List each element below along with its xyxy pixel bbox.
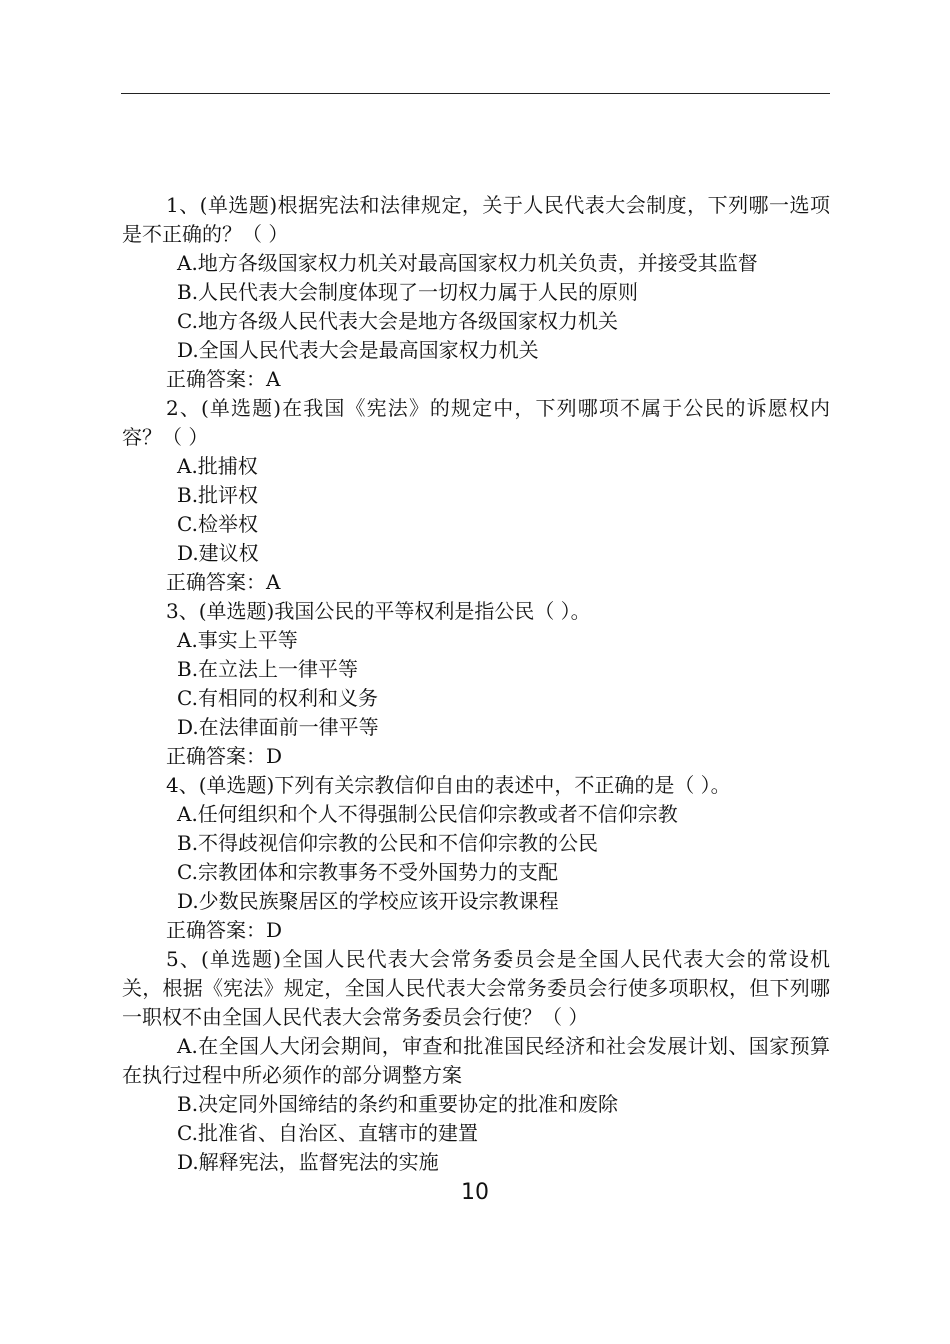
option-c: C.地方各级人民代表大会是地方各级国家权力机关: [177, 309, 618, 333]
option-a: A.在全国人大闭会期间，审查和批准国民经济和社会发展计划、国家预算在执行过程中所必须作的部分调整方案: [122, 1034, 830, 1087]
correct-answer: 正确答案：A: [166, 367, 281, 391]
option-b: B.在立法上一律平等: [177, 657, 359, 681]
question-3: [122, 597, 830, 771]
question-4: [122, 771, 830, 945]
question-stem: 2、(单选题)在我国《宪法》的规定中，下列哪项不属于公民的诉愿权内容？（ ）: [122, 396, 830, 449]
option-d: D.在法律面前一律平等: [177, 715, 379, 739]
correct-answer: 正确答案：D: [166, 744, 283, 768]
correct-answer: 正确答案：D: [166, 918, 283, 942]
option-c: C.宗教团体和宗教事务不受外国势力的支配: [177, 860, 558, 884]
option-d: D.少数民族聚居区的学校应该开设宗教课程: [177, 889, 559, 913]
option-c: C.有相同的权利和义务: [177, 686, 378, 710]
option-c: C.批准省、自治区、直辖市的建置: [177, 1121, 478, 1145]
option-b: B.人民代表大会制度体现了一切权力属于人民的原则: [177, 280, 639, 304]
option-c: C.检举权: [177, 512, 258, 536]
question-stem: 4、(单选题)下列有关宗教信仰自由的表述中，不正确的是（ ）。: [166, 773, 731, 797]
question-5: [122, 945, 830, 1177]
correct-answer: 正确答案：A: [166, 570, 281, 594]
option-a: A.事实上平等: [177, 628, 298, 652]
option-b: B.批评权: [177, 483, 259, 507]
option-a: A.地方各级国家权力机关对最高国家权力机关负责，并接受其监督: [177, 251, 758, 275]
question-stem: 5、(单选题)全国人民代表大会常务委员会是全国人民代表大会的常设机关，根据《宪法》规定，全国人民代表大会常务委员会行使多项职权，但下列哪一职权不由全国人民代表大会常务委员会行使？（ ）: [122, 947, 830, 1029]
option-d: D.解释宪法，监督宪法的实施: [177, 1150, 439, 1174]
page-number: 10: [461, 1180, 489, 1205]
option-d: D.全国人民代表大会是最高国家权力机关: [177, 338, 539, 362]
question-stem: 3、(单选题)我国公民的平等权利是指公民（ ）。: [166, 599, 591, 623]
option-b: B.不得歧视信仰宗教的公民和不信仰宗教的公民: [177, 831, 599, 855]
question-2: [122, 394, 830, 597]
option-d: D.建议权: [177, 541, 259, 565]
option-a: A.批捕权: [177, 454, 258, 478]
header-rule: [121, 93, 830, 94]
question-stem: 1、(单选题)根据宪法和法律规定，关于人民代表大会制度，下列哪一选项是不正确的？（ ）: [122, 193, 830, 246]
question-list: [122, 191, 830, 1177]
question-1: [122, 191, 830, 394]
option-a: A.任何组织和个人不得强制公民信仰宗教或者不信仰宗教: [177, 802, 678, 826]
option-b: B.决定同外国缔结的条约和重要协定的批准和废除: [177, 1092, 619, 1116]
